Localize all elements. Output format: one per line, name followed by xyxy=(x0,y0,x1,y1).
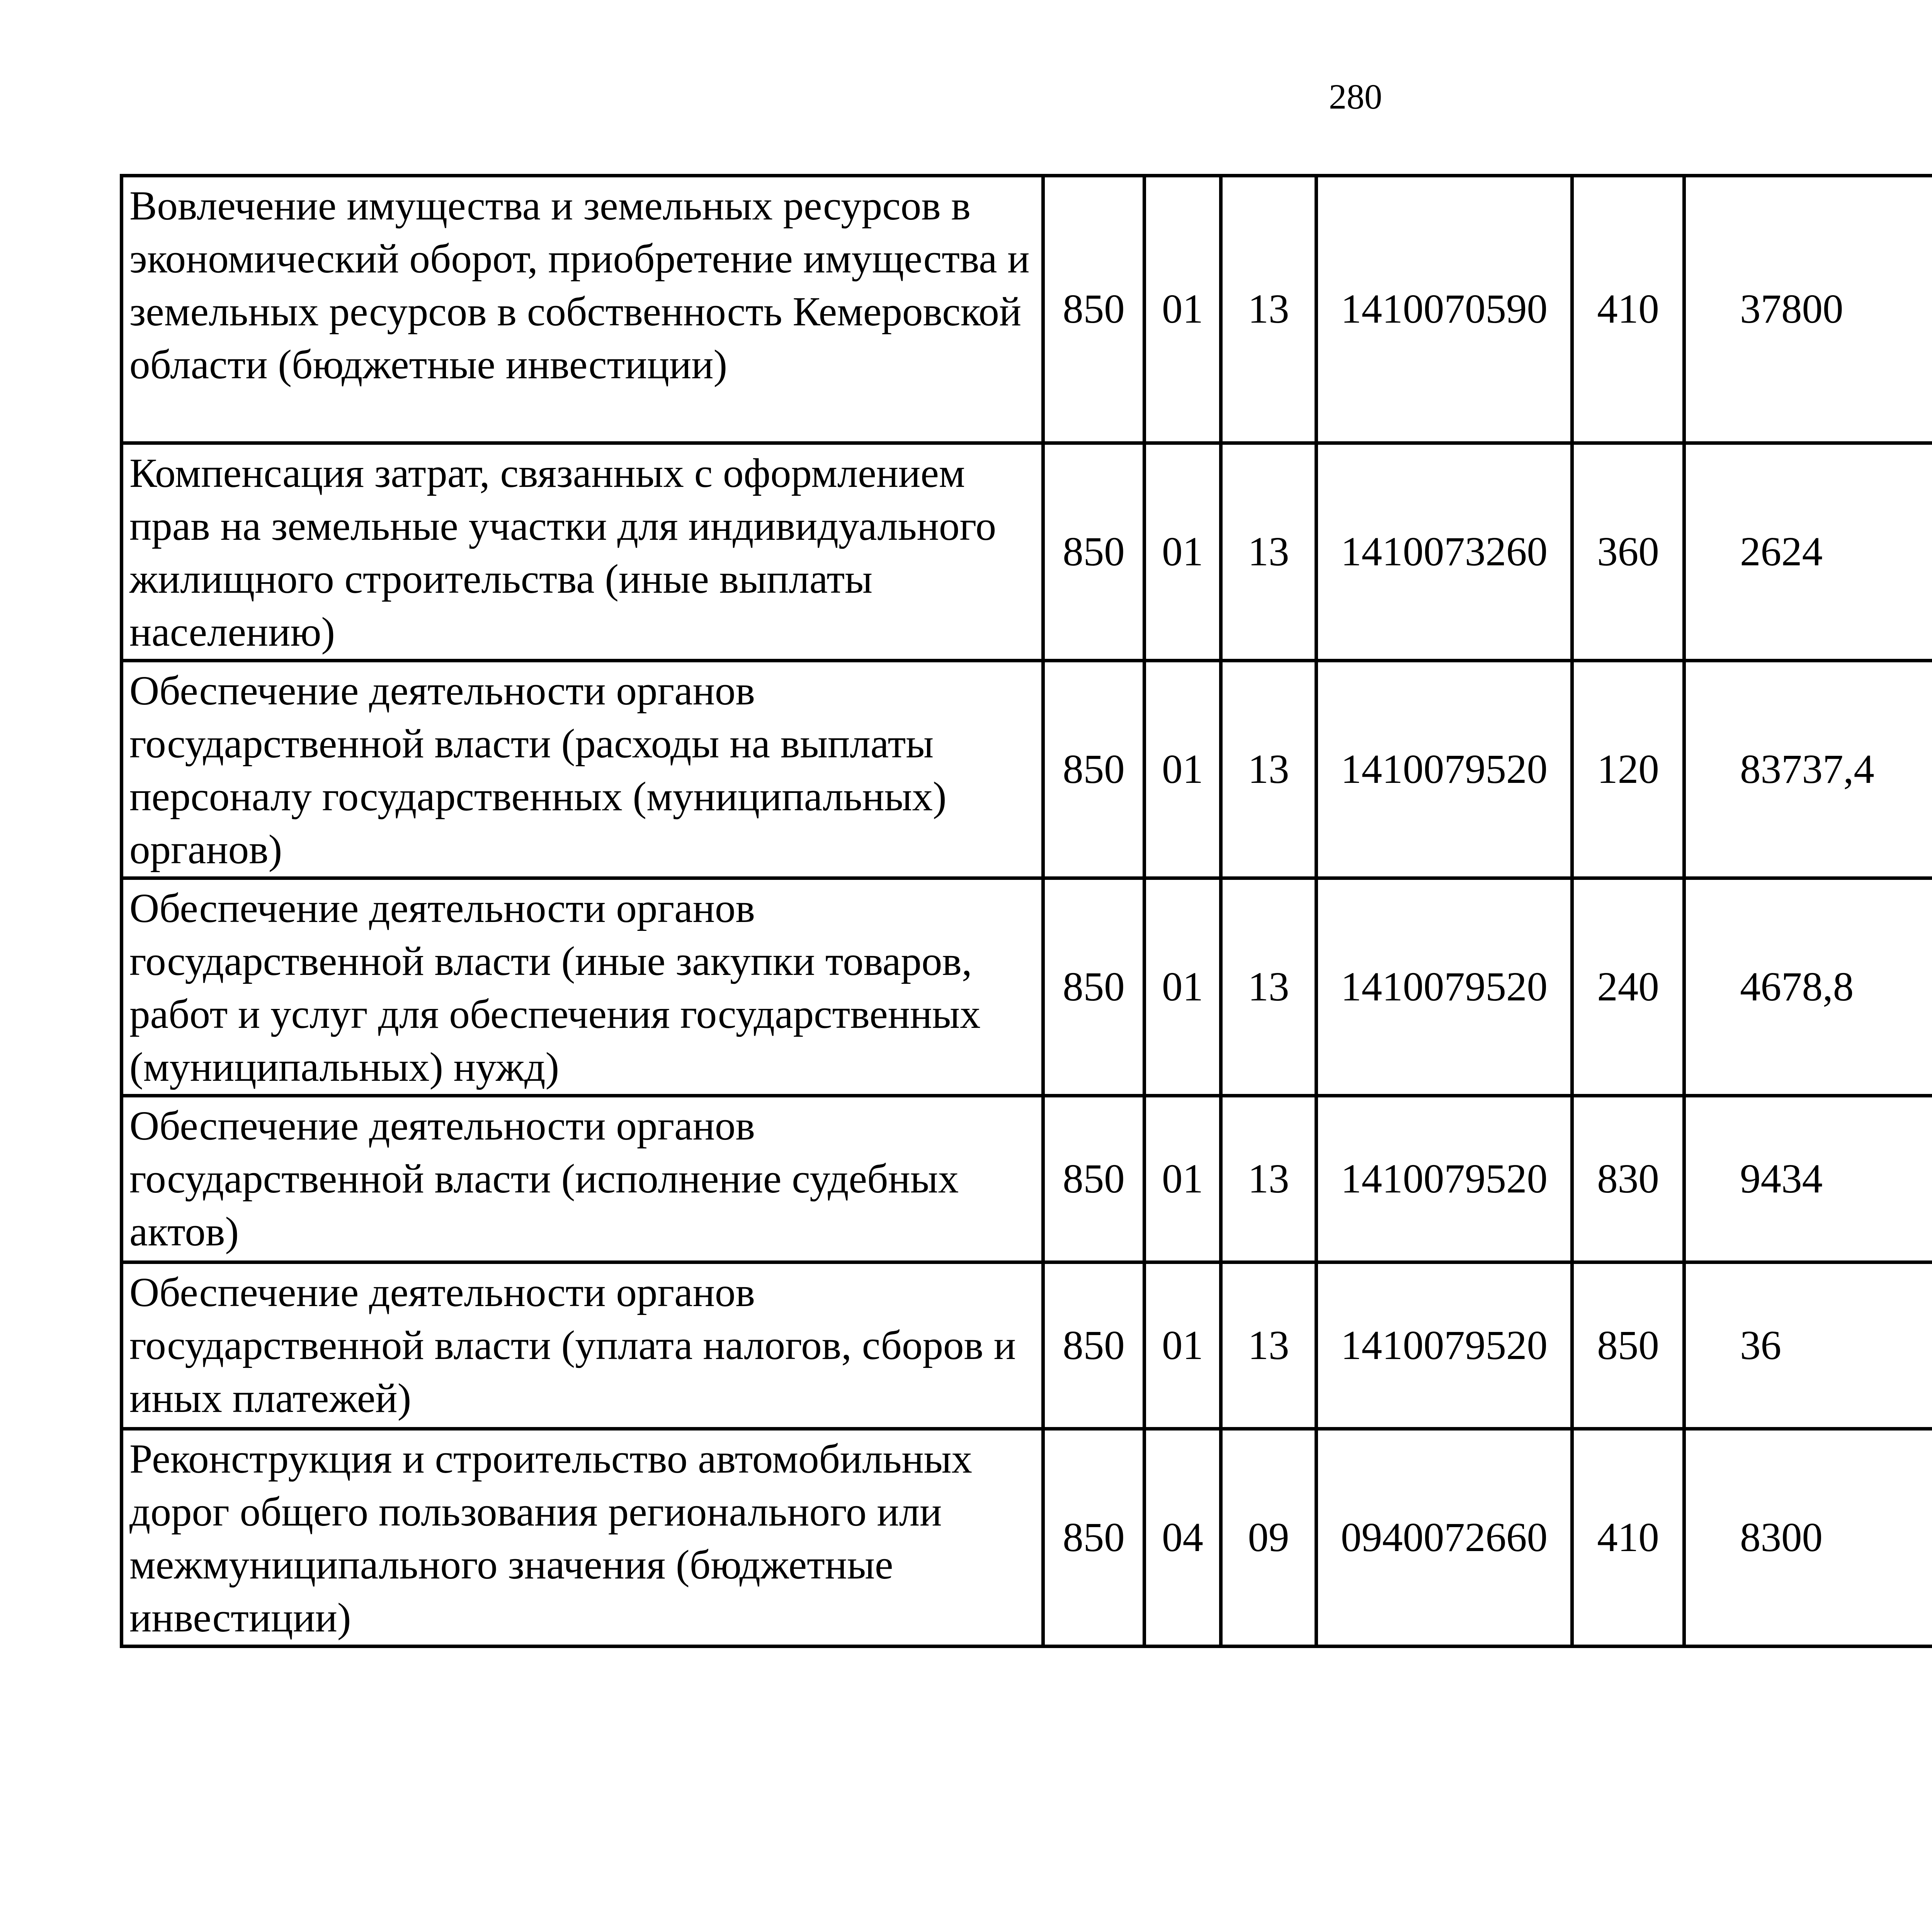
row-name: Обеспечение деятельности органов государственной власти (уплата налогов, сборов и иных платежей) xyxy=(122,1262,1043,1429)
table-row xyxy=(122,1429,1932,1647)
section-code: 01 xyxy=(1145,1096,1221,1262)
row-name: Обеспечение деятельности органов государственной власти (иные закупки товаров, работ и услуг для обеспечения государственных (муниципальных) нужд) xyxy=(122,878,1043,1096)
table-row xyxy=(122,878,1932,1096)
row-name: Компенсация затрат, связанных с оформлением прав на земельные участки для индивидуального жилищного строительства (иные выплаты населению) xyxy=(122,443,1043,661)
amount-year-1: 9434 xyxy=(1684,1096,1932,1262)
target-article-code: 1410079520 xyxy=(1316,1262,1572,1429)
row-name: Обеспечение деятельности органов государственной власти (расходы на выплаты персоналу государственных (муниципальных) органов) xyxy=(122,661,1043,878)
table-row xyxy=(122,443,1932,661)
ministry-code: 850 xyxy=(1043,1262,1145,1429)
expense-type-code: 410 xyxy=(1572,1429,1684,1647)
subsection-code: 09 xyxy=(1221,1429,1316,1647)
target-article-code: 1410079520 xyxy=(1316,878,1572,1096)
row-name: Реконструкция и строительство автомобильных дорог общего пользования регионального или межмуниципального значения (бюджетные инвестиции) xyxy=(122,1429,1043,1647)
section-code: 04 xyxy=(1145,1429,1221,1647)
target-article-code: 1410079520 xyxy=(1316,1096,1572,1262)
table-row xyxy=(122,1096,1932,1262)
subsection-code: 13 xyxy=(1221,661,1316,878)
amount-year-1: 4678,8 xyxy=(1684,878,1932,1096)
amount-year-1: 83737,4 xyxy=(1684,661,1932,878)
ministry-code: 850 xyxy=(1043,443,1145,661)
target-article-code: 1410079520 xyxy=(1316,661,1572,878)
expense-type-code: 410 xyxy=(1572,176,1684,443)
section-code: 01 xyxy=(1145,878,1221,1096)
section-code: 01 xyxy=(1145,661,1221,878)
expense-type-code: 120 xyxy=(1572,661,1684,878)
ministry-code: 850 xyxy=(1043,1429,1145,1647)
expense-type-code: 830 xyxy=(1572,1096,1684,1262)
section-code: 01 xyxy=(1145,176,1221,443)
ministry-code: 850 xyxy=(1043,176,1145,443)
section-code: 01 xyxy=(1145,443,1221,661)
budget-table xyxy=(120,174,1932,1648)
section-code: 01 xyxy=(1145,1262,1221,1429)
ministry-code: 850 xyxy=(1043,1096,1145,1262)
table-row xyxy=(122,176,1932,443)
ministry-code: 850 xyxy=(1043,661,1145,878)
table-row xyxy=(122,661,1932,878)
page-number: 280 xyxy=(1329,77,1382,116)
target-article-code: 1410073260 xyxy=(1316,443,1572,661)
ministry-code: 850 xyxy=(1043,878,1145,1096)
row-name: Обеспечение деятельности органов государственной власти (исполнение судебных актов) xyxy=(122,1096,1043,1262)
subsection-code: 13 xyxy=(1221,443,1316,661)
subsection-code: 13 xyxy=(1221,878,1316,1096)
target-article-code: 1410070590 xyxy=(1316,176,1572,443)
table-row xyxy=(122,1262,1932,1429)
amount-year-1: 37800 xyxy=(1684,176,1932,443)
expense-type-code: 240 xyxy=(1572,878,1684,1096)
row-name: Вовлечение имущества и земельных ресурсов в экономический оборот, приобретение имущества и земельных ресурсов в собственность Кемеровской области (бюджетные инвестиции) xyxy=(122,176,1043,443)
subsection-code: 13 xyxy=(1221,1262,1316,1429)
amount-year-1: 8300 xyxy=(1684,1429,1932,1647)
expense-type-code: 850 xyxy=(1572,1262,1684,1429)
subsection-code: 13 xyxy=(1221,1096,1316,1262)
amount-year-1: 36 xyxy=(1684,1262,1932,1429)
subsection-code: 13 xyxy=(1221,176,1316,443)
target-article-code: 0940072660 xyxy=(1316,1429,1572,1647)
amount-year-1: 2624 xyxy=(1684,443,1932,661)
expense-type-code: 360 xyxy=(1572,443,1684,661)
